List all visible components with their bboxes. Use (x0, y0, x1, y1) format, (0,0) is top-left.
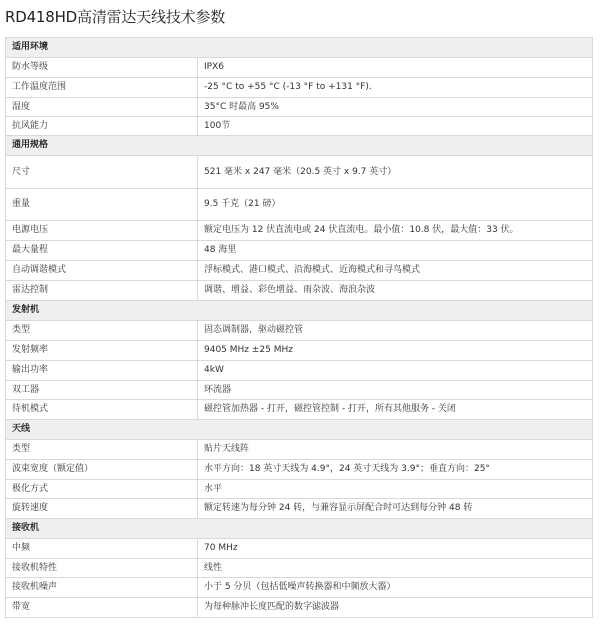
section-header (6, 519, 593, 539)
row-value: 35°C 时最高 95% (198, 98, 593, 117)
row-label: 电源电压 (6, 221, 198, 241)
row-value: 48 海里 (198, 241, 593, 261)
row-label: 发射频率 (6, 341, 198, 361)
row-value: 521 毫米 x 247 毫米（20.5 英寸 x 9.7 英寸） (198, 156, 593, 189)
row-label: 最大量程 (6, 241, 198, 261)
row-label: 湿度 (6, 98, 198, 117)
row-value: 小于 5 分贝（包括低噪声转换器和中频放大器） (198, 578, 593, 598)
section-heading: 适用环境 (6, 38, 593, 58)
table-row (6, 117, 593, 136)
row-value: 贴片天线阵 (198, 440, 593, 460)
table-row (6, 221, 593, 241)
section-header (6, 301, 593, 321)
row-value: 额定转速为每分钟 24 转，与兼容显示屏配合时可达到每分钟 48 转 (198, 499, 593, 519)
row-label: 接收机特性 (6, 559, 198, 578)
table-row (6, 341, 593, 361)
row-value: 为每种脉冲长度匹配的数字滤波器 (198, 598, 593, 618)
row-label: 工作温度范围 (6, 78, 198, 98)
spec-table (5, 37, 593, 618)
row-label: 中频 (6, 539, 198, 559)
row-value: 额定电压为 12 伏直流电或 24 伏直流电。最小值：10.8 伏，最大值：33 伏。 (198, 221, 593, 241)
table-row (6, 78, 593, 98)
row-value: 调谐、增益、彩色增益、雨杂波、海浪杂波 (198, 281, 593, 301)
table-row (6, 98, 593, 117)
row-label: 类型 (6, 440, 198, 460)
row-value: 水平 (198, 480, 593, 499)
table-row (6, 281, 593, 301)
row-label: 旋转速度 (6, 499, 198, 519)
section-heading: 接收机 (6, 519, 593, 539)
row-label: 类型 (6, 321, 198, 341)
row-label: 重量 (6, 189, 198, 221)
row-label: 自动调谐模式 (6, 261, 198, 281)
table-row (6, 189, 593, 221)
section-header (6, 420, 593, 440)
row-value: 环流器 (198, 381, 593, 400)
row-value: 4kW (198, 361, 593, 381)
row-value: 水平方向：18 英寸天线为 4.9°，24 英寸天线为 3.9°；垂直方向：25° (198, 460, 593, 480)
table-row (6, 559, 593, 578)
table-row (6, 440, 593, 460)
table-row (6, 321, 593, 341)
row-label: 极化方式 (6, 480, 198, 499)
section-heading: 通用规格 (6, 136, 593, 156)
table-row (6, 241, 593, 261)
table-row (6, 578, 593, 598)
row-label: 防水等级 (6, 58, 198, 78)
table-row (6, 499, 593, 519)
row-label: 接收机噪声 (6, 578, 198, 598)
table-row (6, 381, 593, 400)
table-row (6, 261, 593, 281)
row-value: 70 MHz (198, 539, 593, 559)
row-value: -25 °C to +55 °C (-13 °F to +131 °F). (198, 78, 593, 98)
table-row (6, 361, 593, 381)
row-label: 带宽 (6, 598, 198, 618)
table-row (6, 58, 593, 78)
table-row (6, 598, 593, 618)
row-value: 9.5 千克（21 磅） (198, 189, 593, 221)
table-row (6, 539, 593, 559)
page-title: RD418HD高清雷达天线技术参数 (5, 8, 226, 26)
row-label: 双工器 (6, 381, 198, 400)
row-value: 100节 (198, 117, 593, 136)
section-header (6, 136, 593, 156)
table-row (6, 156, 593, 189)
table-row (6, 460, 593, 480)
row-value: 固态调制器，驱动磁控管 (198, 321, 593, 341)
row-label: 波束宽度（额定值） (6, 460, 198, 480)
table-row (6, 480, 593, 499)
section-header (6, 38, 593, 58)
row-value: IPX6 (198, 58, 593, 78)
row-value: 9405 MHz ±25 MHz (198, 341, 593, 361)
row-value: 线性 (198, 559, 593, 578)
row-label: 抗风能力 (6, 117, 198, 136)
row-value: 磁控管加热器 - 打开，磁控管控制 - 打开，所有其他服务 - 关闭 (198, 400, 593, 420)
section-heading: 发射机 (6, 301, 593, 321)
row-label: 输出功率 (6, 361, 198, 381)
row-label: 尺寸 (6, 156, 198, 189)
row-label: 雷达控制 (6, 281, 198, 301)
section-heading: 天线 (6, 420, 593, 440)
table-row (6, 400, 593, 420)
row-label: 待机模式 (6, 400, 198, 420)
row-value: 浮标模式、港口模式、沿海模式、近海模式和寻鸟模式 (198, 261, 593, 281)
